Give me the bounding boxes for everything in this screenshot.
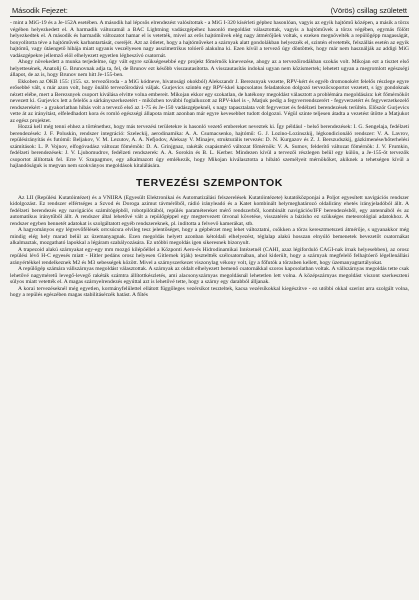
paragraph: Az LII (Repülési Kutatóintézet) és a VNIIRA (Egyesült Elektronikai és Automatizálási felszerelések Kutatóintézete) kutatóközponjai a Poljot egyesített navigációs rendszer kidolgozást. Ez rendszer elfértséges a Szvod és Doroga azimut távmérőből, rádió irányleadó és a Katet kombinált helymeghatározó oldalirány ehetés irányjeladóból állt. A fedélzeti berendezés egy navigációs számítógépből, robotpilótából, repülés paramétereket mérő rendszerből, kombinált navigációs/IFF berendezésből, egy antennából és az automatikus iránytűből állt. A rendszer által lehetővé vált a repülőgéppel egy megtervezett útvonal követése, visszatérés a bázisho ez szükséges meteorológiai adatokhoz. A rendszer egyben bennetét adatokat is szolgáltatott egyéb rendszereknek, pl. inditotta a felvevő kamerákat, stb. [10,194,409,227]
header-chapter-title: (Vörös) csillag született [330,6,407,15]
paragraph: Ahogy növekedett a munka terjedelme, úgy vált egyre szükségesebbé egy projekt főmérnök kinevezése, ahogy az a tervezőirodákban szokás volt. Mikojan ezt a tisztet első helyettesének, Anatolij G. Brunovnak adja ta, fel, de Brunov ezt később visszautasította. A visszautasítás indokai ugyan nem közismertek; lehetett ugyan a megromlott egészségi állapot, de az is, hogy Brunov nem hitt Je-155-ben. [10,59,409,78]
paragraph: A hagyományos egy légvevőfélések orrcsúcsra elvileg tesz jelentőséget, hogy a gépbérzet meg lehet változtatni, csökken a törzs keresztmetszeti átmérője, s ugyanakkor még mindig elég hely marad belül az üzemanyagnak. Ezen megoldás helyett azonban kétoldali elhelyezést, téglalap alakú hosszan elnyúló bemenetek bevezetőt csatornákat alkalmaztak, mozgatható lapokkal a légáram szabályozására. Ez utóbbi megoldás igen sikeresnek bizonyult. [10,227,409,246]
paragraph: A korai tervezéseknél még egyetlen, kormányfelülettel ellátott függőleges vezérsíkot teszteltek, kacsa vezérsíkokkal kiegészítve - ez utóbbi okkal szerint arra szolgált volna, hogy a repülés egészében magas stabilitásérzék hatást. A fűtés [10,285,409,298]
body-text-top [10,20,409,170]
paragraph: A repülőgép számára vállszárnyas megoldást választottak. A szárnyak az oldalt elhelyezett bemenő csatornákkal szoros kapcsolatban voltak. A vállszárnyas megoldás tette csak lehetővé nagyméretű levegő-levegő rakéták számtra állítottkészletés, ami alacsonyszárnyas megoldásnál lehetetlen lett volna. A középszárnyas megoldást viszont szerkeszteni súlyos miatt vetették el. A magas szárnyelrendezés egyúttal azt is lehetővé tette, hogy a szárny egy darabból álljanak. [10,266,409,285]
paragraph: A trapezoid alakú szárnyakat egy-egy mm mozgó kilépőéllel a Központi Aero-és Hidrodinamikai Intézetnél (CAHI, azaz légiforduló CAGI-nak írnak helyesebben), az orosz repülési lévő H-C egyesés miatt - Hitler pedáns orosz helyesen Gitlernek írják) teszteltték szélcsatornában, ahol kiderült, hogy a szárnyak megfelelő felhajtóerő légellenállási arányértékkel rendelkeznek M2 és M3 sebességek között. Mivel a szárnyszerkezet viszonylag vékony volt, így a főfutók a törzsben kellett, hogy üzemanyagtartályokat. [10,246,409,266]
paragraph: - mint a MiG-19 és a Je-152A esetében. A második hal lépcsős elrendezést valósítottak - a MiG I-320 kísérleti gépbez hasonlóan, vagyis az egyik hajtómű középen, a másik a törzs végében helyezkedett el. A harmadik változatnál a BAC Lightning vadászgépéhez hasonló megoldást választottak, vagyis a hajtóművek a törzs végében, egymás fölött helyezkedtek el. A második és harmadik változatot hamar el is vetették, mivel az erős hajtóművek elég nagy átmérőjűek voltak, s ezeken megnövelték a repülőgépp magasságát, bonyolította téve a hajtóművek karbantartását, cseréjét. Azt az ötletet, hogy a hajtóműveket a szárnyak alatt gondolákban helyezzék el, szintén elvetették, felszállás esetén az egyik hajtómű, vagy útáengető hibája miatt ugyanis veszélyesen nagy asszimetrikus tolóerő alakulna ki. Ezen kívül a tervező úgy döntöttek, hogy már nem használják az addigi MiG vadászgépekre jellemző elöl elhelyezett egyetlen légbeszívó csatornát. [10,20,409,59]
section-heading: TERVEZÉSI SZEMPONTOK [136,176,283,189]
body-text-section [10,195,409,299]
header-chapter: Második Fejezet: [12,6,68,15]
paragraph: Hozzá kell még tenni ehhez a történethez, hogy más tervezési területekre is hasonló vezető embereket neveztek ki. Így például - belső berendezések: I. G. Sengelaja, fedélzeti berendezések: J. F. Poluskin, rendszer integráció: Szeleckij, aerodinamika: A. A. Csumacsenko, hajtómű: G. J. Lozino-Lozinszkij, légkondicionáló rendszer: V. A. Lavrov, repülésirányítás és futómű: Beljakov, V. M. Lezutov, A. A. Nefjodov, Aleksay V. Minajev, strukturális tervezés: D. N. Kurgazov és Z. J. Berszudszkij, gázkimenése/hőterhelési számítások: L. P. Vojnov, elfogóvadász változat főmérnök: D. A. Grinjgnaz, rakéták csapásmérő változat főmérnök: V. A. Sumov, felderítő változat főmérnök: J. V. Frumkin, fedélzeti berendezések: J. V. Ljubomudrov, fedélzeti rendszerek: A. A. Sorokin és B. L. Kerber. Mindezen kívül a tervezői részlegen belül egy külön, a Je-155-öt tervezők csoportot állítottak fel. Erre V. Szupagmov, egy alkalmazott úgy emlékezik, hogy Mikojan kiválasztotta a hibátó személyeit mérnököket, akiknek a tehetségen kívül a hajlandóságuk is megvan nem szokványos megoldások kitalálására. [10,124,409,169]
paragraph: Ekkoben az OKB 155: (155. sz. tervezőiroda - a MiG kódneve, hivatosági okokból) Alekszandr J. Berezsnyak vezette, RPV-kért és egyéb dromonokért felelős részlege egyre erősebbé vált, s már azon volt, hogy önálló tervezőirodává váljak. Gurjevics szintén egy RPV-kkel kapcsolatos feladatokon dolgozó tervezőcsoportot vezetett, s így gondoknak nézett elébe, mert a Berezsnyek csoport kiválása elvitte volna embereit. Mikojan ekkor egy szokatlan, de hatékony megoldást választott a problémára megoldására: két főmérnököt nevezett ki. Gurjevics lett a felelős a sárkányszerkezetért - miközben további foglalkozott az RPV-kkel is -, Matjuk pedig a fegyverrendszerért - fegyverzetért és fegyverzetkezelő rendszerekért - a gyakorlatban hibás volt a tervező első az 1-75 és Je-150 vadászgépeknél, s nagy tapasztalata volt fegyverzet és fedélzeti berendezések terültén. Először Gurjevics vette át az irányítást, elfeledhadott kora és romló egészségi állapota miatt azonban már egyre kevesebbet tudott dolgozni. Végül szinte teljesen átadta a vezetést ütötte a Matjukot az egész projektet. [10,78,409,124]
page-header [10,6,409,17]
